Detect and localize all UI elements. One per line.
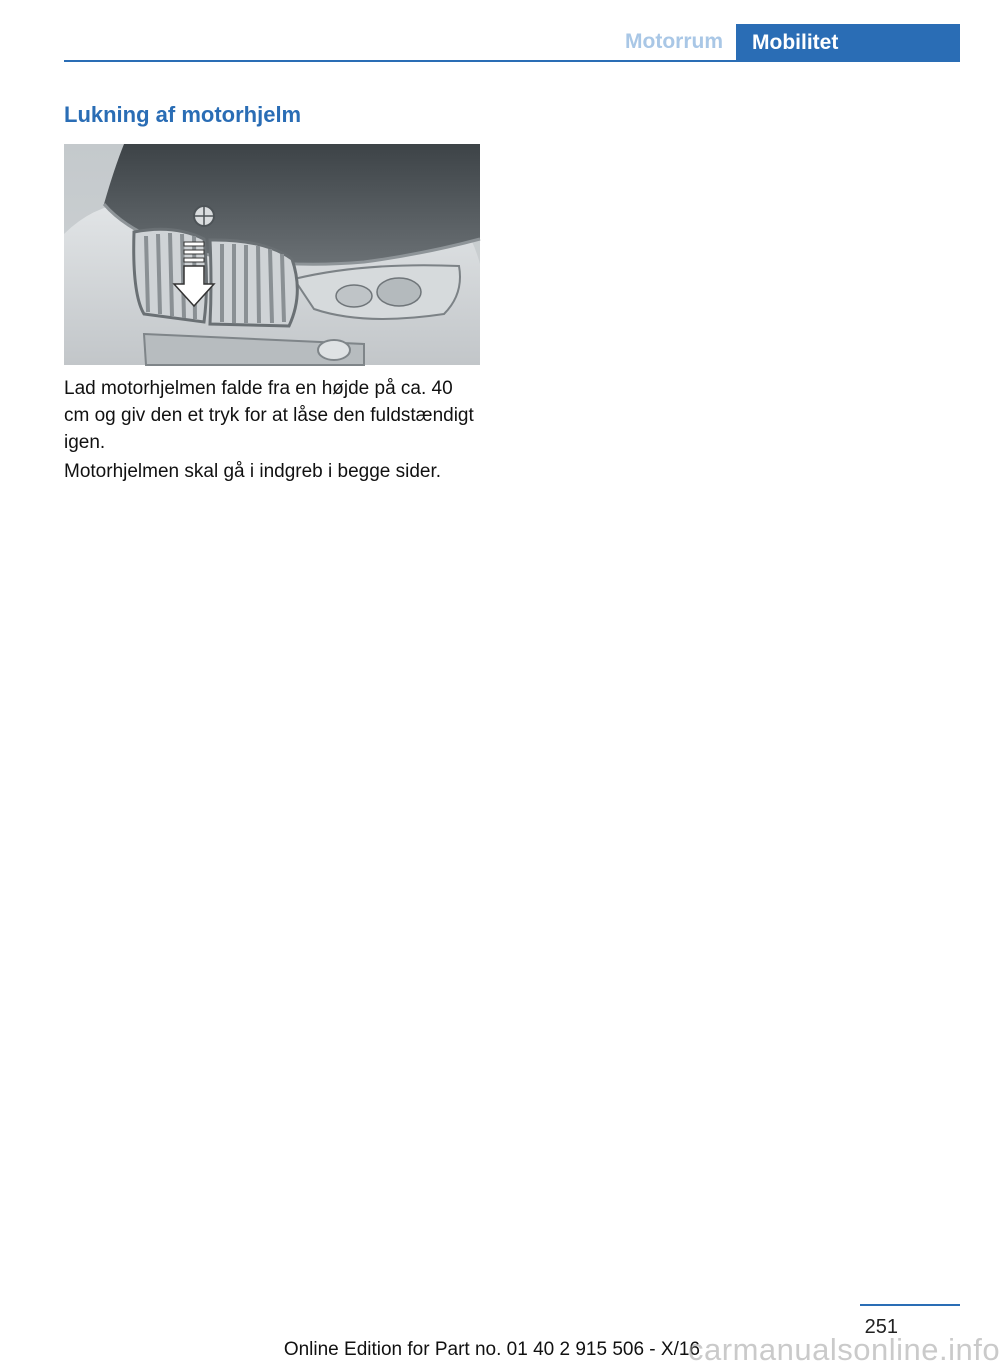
watermark: carmanualsonline.info [688, 1332, 1000, 1367]
note-paragraph: Motorhjelmen skal gå i indgreb i begge sider. [64, 461, 442, 482]
header-tab-motorrum[interactable]: Motorrum [625, 30, 723, 53]
section-title: Lukning af motorhjelm [64, 102, 302, 127]
header-tab-mobilitet[interactable]: Mobilitet [736, 24, 960, 62]
instruction-paragraph: Lad motorhjelmen falde fra en højde på ca. 40 cm og giv den et tryk for at låse den fuldstændigt igen. [64, 378, 474, 453]
car-hood-illustration [64, 144, 480, 365]
page-number: 251 [864, 1316, 898, 1338]
edition-line: Online Edition for Part no. 01 40 2 915 506 - X/16 [283, 1339, 700, 1360]
footer-rule [860, 1304, 960, 1306]
